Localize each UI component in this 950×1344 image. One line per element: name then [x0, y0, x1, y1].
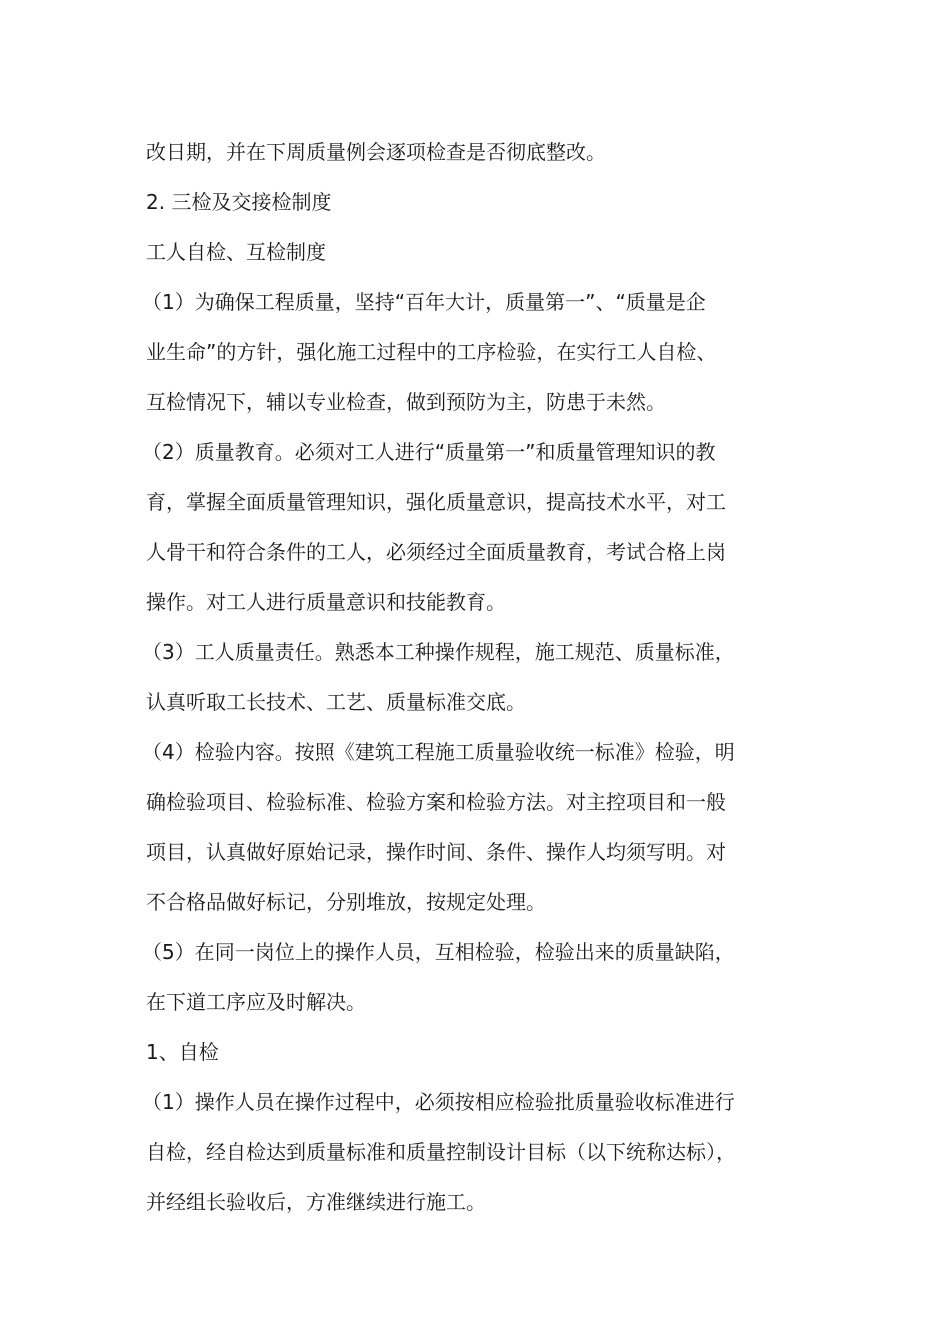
text-line: （1）操作人员在操作过程中，必须按相应检验批质量验收标准进行: [142, 1090, 735, 1114]
text-line: 操作。对工人进行质量意识和技能教育。: [146, 590, 506, 614]
text-line: 在下道工序应及时解决。: [146, 990, 366, 1014]
text-line: 互检情况下，辅以专业检查，做到预防为主，防患于未然。: [146, 390, 666, 414]
text-line: （2）质量教育。必须对工人进行“质量第一”和质量管理知识的教: [142, 440, 716, 464]
section-heading: 2. 三检及交接检制度: [146, 190, 332, 214]
text-line: 并经组长验收后，方准继续进行施工。: [146, 1190, 486, 1214]
text-line: 不合格品做好标记，分别堆放，按规定处理。: [146, 890, 546, 914]
text-line: （3）工人质量责任。熟悉本工种操作规程，施工规范、质量标准，: [142, 640, 735, 664]
text-line: 改日期，并在下周质量例会逐项检查是否彻底整改。: [146, 140, 606, 164]
subsection-heading: 1、自检: [146, 1040, 219, 1064]
text-line: 自检，经自检达到质量标准和质量控制设计目标（以下统称达标），: [146, 1140, 736, 1164]
text-line: 业生命”的方针，强化施工过程中的工序检验，在实行工人自检、: [146, 340, 717, 364]
text-line: （5）在同一岗位上的操作人员，互相检验，检验出来的质量缺陷，: [142, 940, 735, 964]
text-line: 人骨干和符合条件的工人，必须经过全面质量教育，考试合格上岗: [146, 540, 726, 564]
text-line: 育，掌握全面质量管理知识，强化质量意识，提高技术水平，对工: [146, 490, 726, 514]
text-line: （1）为确保工程质量，坚持“百年大计，质量第一”、“质量是企: [142, 290, 706, 314]
text-line: （4）检验内容。按照《建筑工程施工质量验收统一标准》检验，明: [142, 740, 735, 764]
text-line: 项目，认真做好原始记录，操作时间、条件、操作人均须写明。对: [146, 840, 726, 864]
subsection-heading: 工人自检、互检制度: [146, 240, 326, 264]
document-body: [142, 127, 826, 1227]
text-line: 认真听取工长技术、工艺、质量标准交底。: [146, 690, 526, 714]
text-line: 确检验项目、检验标准、检验方案和检验方法。对主控项目和一般: [146, 790, 726, 814]
